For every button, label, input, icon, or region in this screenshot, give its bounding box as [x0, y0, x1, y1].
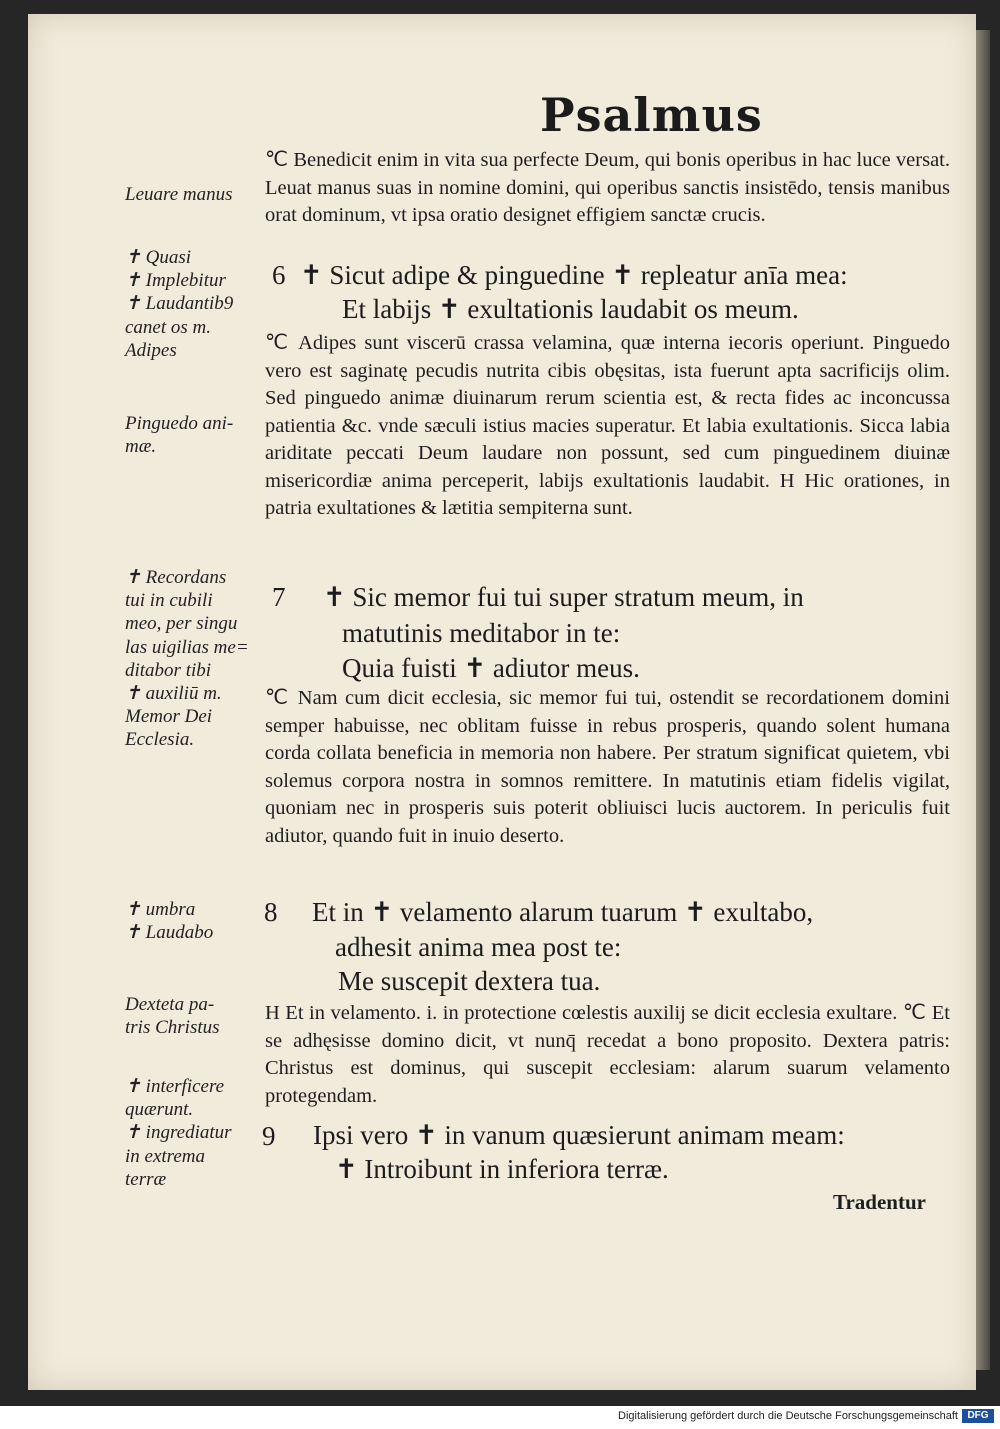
margin-note: Leuare manus [125, 184, 233, 205]
commentary-paragraph: ℃ Adipes sunt viscerū crassa velamina, quæ interna iecoris operiunt. Pinguedo vero est saginatę pecudis nutrita cibis obęsitas, ista fuerunt apta sacrificijs olim. Sed pinguedo animæ diuinarum rerum scientia est, & recta fides ac inconcussa patientia &c. vnde sæculi istius macies superatur. Et labia exultationis. Sicca labia ariditate peccati Deum laudare non possunt, sed cum pinguedinem diuinæ misericordiæ anima perceperit, labijs exultationis laudabit. H Hic orationes, in patria exultationes & lætitia sempiterna sunt. [265, 332, 950, 519]
margin-note: Dexteta pa- tris Christus [125, 994, 220, 1039]
margin-note: ✝ Recordans tui in cubili meo, per singu las uigilias me= ditabor tibi ✝ auxiliū m. Memor Dei Ecclesia. [125, 567, 249, 751]
dfg-logo-icon: DFG [962, 1409, 994, 1423]
commentary-paragraph: ℃ Nam cum dicit ecclesia, sic memor fui tui, ostendit se recordationem domini semper habuisse, nec oblitam fuisse in rebus prosperis, quando solent humana corda collata beneficia in memoria non habere. Per stratum significat quietem, vbi solemus corpora nostra in somnos remittere. In matutinis etiam fidelis vigilat, quoniam nec in prosperis suis poterit obliuisci lucis auctorem. In periculis fuit adiutor, quando fuit in inuio deserto. [265, 687, 950, 847]
footer-bar [0, 1406, 1000, 1429]
verse-line: Quia fuisti ✝ adiutor meus. [342, 653, 640, 683]
commentary-paragraph: ℃ Benedicit enim in vita sua perfecte Deum, qui bonis operibus in hac luce versat. Leuat manus suas in nomine domini, qui operibus sanctis insistēdo, tensis manibus orat dominum, vt ipsa oratio designet effigiem sanctæ crucis. [265, 149, 950, 226]
margin-note: ✝ interficere quærunt. ✝ ingrediatur in extrema terræ [125, 1076, 232, 1190]
verse-line: ✝ Introibunt in inferiora terræ. [335, 1154, 669, 1184]
verse-number: 9 [262, 1121, 276, 1151]
catchword: Tradentur [833, 1190, 926, 1214]
verse-line: ✝ Sicut adipe & pinguedine ✝ repleatur anīa mea: [300, 260, 848, 290]
page-header-title: Psalmus [540, 88, 763, 142]
margin-note: Pinguedo ani- mæ. [125, 413, 234, 458]
verse-number: 6 [272, 260, 286, 290]
verse-line: ✝ Sic memor fui tui super stratum meum, in [323, 582, 804, 612]
page-edge [976, 30, 990, 1370]
verse-line: adhesit anima mea post te: [335, 932, 622, 962]
commentary-paragraph: H Et in velamento. i. in protectione cœlestis auxilij se dicit ecclesia exultare. ℃ Et se adhęsisse domino dicit, vt nunq̄ recedat a bono proposito. Dextera patris: Christus est dominus, qui suscepit ecclesiam: alarum suarum velamento protegendam. [265, 1002, 950, 1107]
verse-line: Me suscepit dextera tua. [338, 966, 601, 996]
verse-number: 7 [272, 582, 286, 612]
footer-credit: Digitalisierung gefördert durch die Deutsche Forschungsgemeinschaft [618, 1410, 958, 1422]
verse-line: Et in ✝ velamento alarum tuarum ✝ exultabo, [312, 897, 814, 927]
verse-number: 8 [264, 897, 278, 927]
margin-note: ✝ Quasi ✝ Implebitur ✝ Laudantib9 canet os m. Adipes [125, 247, 234, 361]
margin-note: ✝ umbra ✝ Laudabo [125, 899, 214, 944]
verse-line: matutinis meditabor in te: [342, 618, 621, 648]
verse-line: Et labijs ✝ exultationis laudabit os meum. [342, 294, 799, 324]
verse-line: Ipsi vero ✝ in vanum quæsierunt animam meam: [313, 1120, 845, 1150]
